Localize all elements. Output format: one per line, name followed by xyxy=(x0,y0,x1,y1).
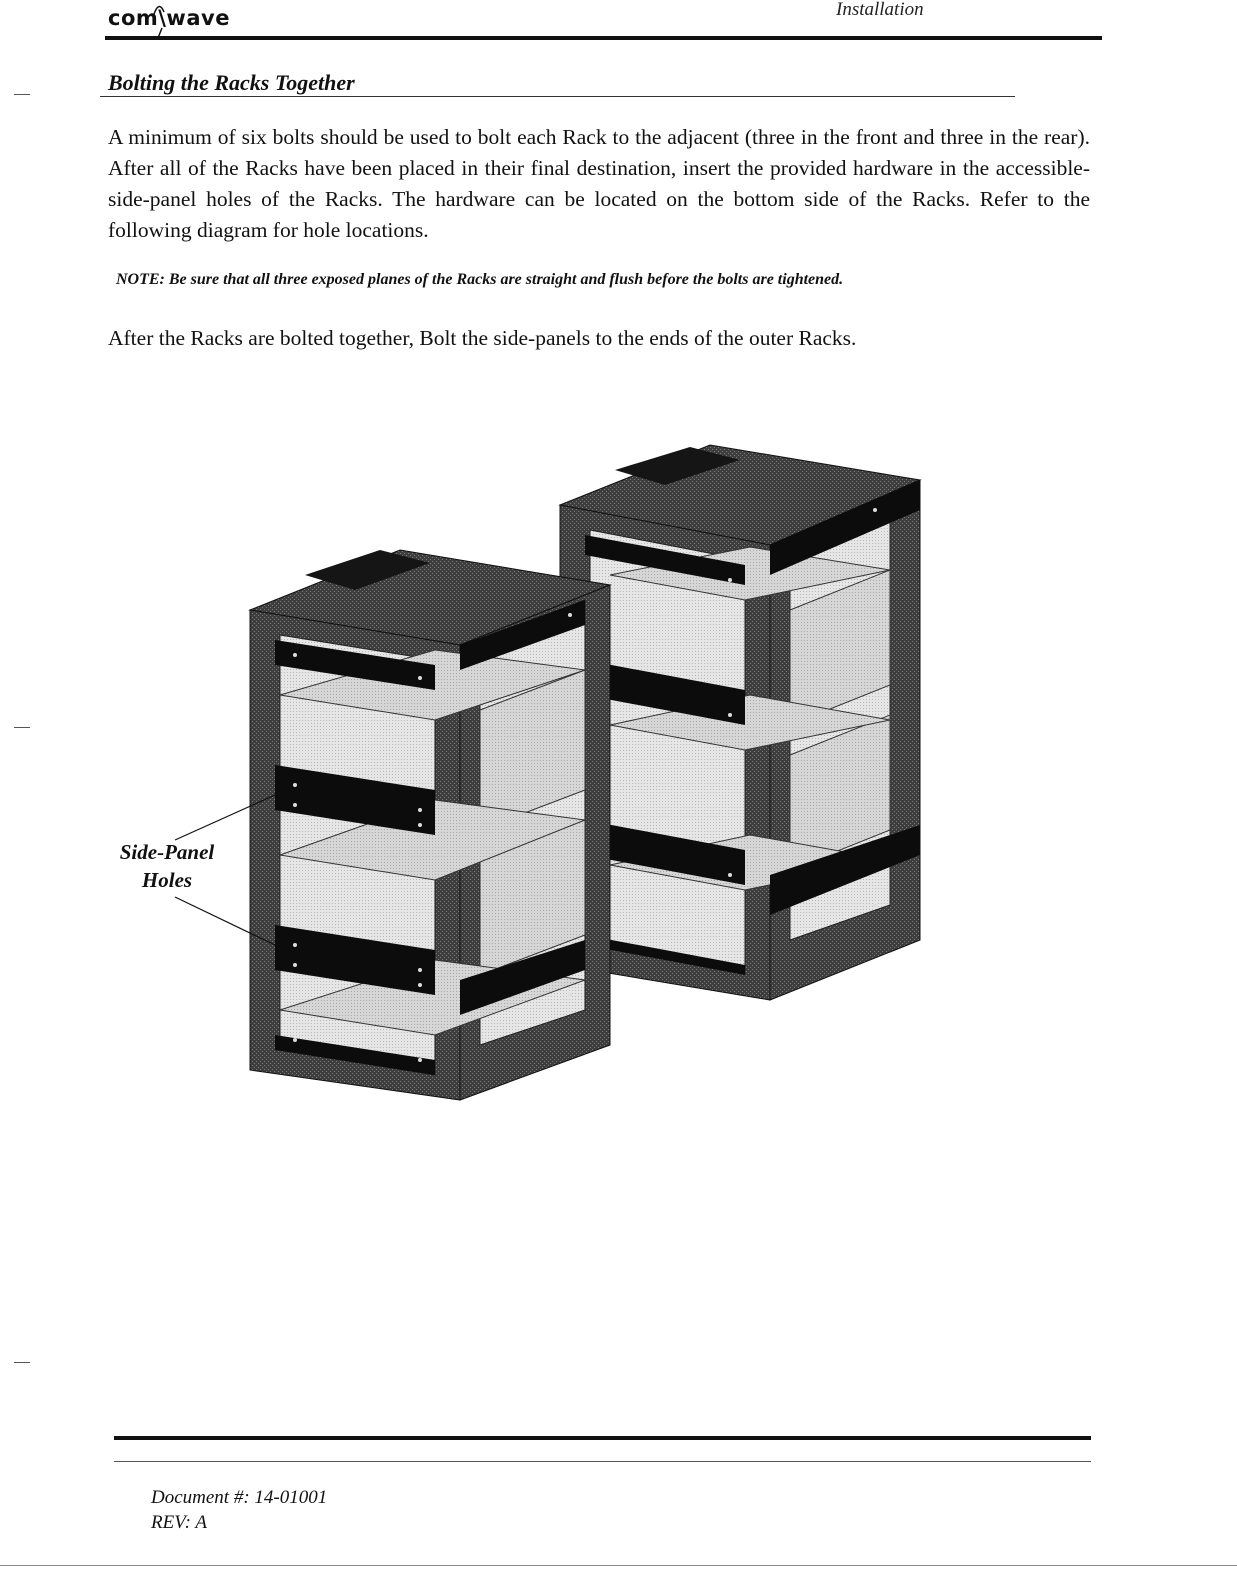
page-bottom-rule xyxy=(0,1565,1237,1566)
callout-line-2: Holes xyxy=(141,868,193,892)
side-panel-holes-callout xyxy=(108,838,226,894)
rack-diagram xyxy=(110,435,940,1135)
side-panel-paragraph: After the Racks are bolted together, Bolt the side-panels to the ends of the outer Racks. xyxy=(108,326,857,350)
title-rule xyxy=(100,96,1015,97)
section-title: Bolting the Racks Together xyxy=(108,70,355,95)
header-section-label: Installation xyxy=(836,0,924,20)
document-revision: REV: A xyxy=(151,1512,207,1533)
margin-tick xyxy=(14,1362,30,1363)
instructions-paragraph: A minimum of six bolts should be used to bolt each Rack to the adjacent (three in the front and three in the rear). After all of the Racks have been placed in their final destination, insert the provided hardware in the accessible-side-panel holes of the Racks. The hardware can be located on the bottom side of the Racks. Refer to the following diagram for hole locations. xyxy=(108,125,1090,242)
margin-tick xyxy=(14,94,30,95)
footer-rule xyxy=(114,1436,1091,1440)
front-rack xyxy=(250,550,610,1100)
company-logo: com\wave xyxy=(108,6,230,30)
header-rule xyxy=(105,36,1102,40)
document-number: Document #: 14-01001 xyxy=(151,1487,328,1508)
footer-thin-rule xyxy=(114,1461,1091,1462)
callout-line-1: Side-Panel xyxy=(119,840,215,864)
margin-tick xyxy=(14,727,30,728)
rear-rack xyxy=(560,445,920,1000)
note-text: NOTE: Be sure that all three exposed planes of the Racks are straight and flush before the bolts are tightened. xyxy=(116,271,844,288)
